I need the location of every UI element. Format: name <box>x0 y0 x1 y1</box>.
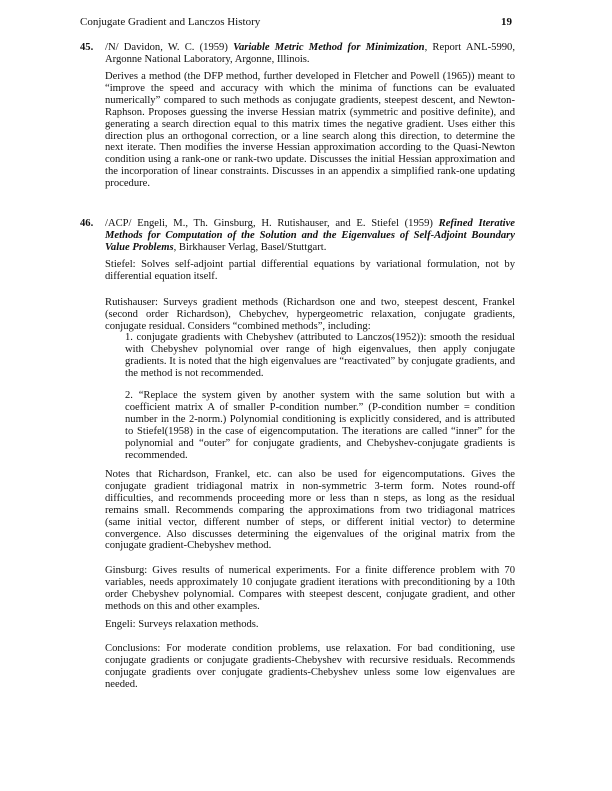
citation-authors: /ACP/ Engeli, M., Th. Ginsburg, H. Rutishauser, and E. Stiefel (1959) <box>105 218 439 229</box>
entry-citation <box>105 42 515 66</box>
citation-title: Variable Metric Method for Minimization <box>233 42 425 53</box>
citation-publisher: , Report ANL-5990, Argonne National Laboratory, Argonne, Illinois. <box>105 42 515 65</box>
entry-abstract: Derives a method (the DFP method, further developed in Fletcher and Powell (1965)) meant to “improve the speed and accuracy with which the minima of functions can be evaluated numerically” compared to such methods as conjugate gradients, steepest descent, and Newton-Raphson. Proposes guessing the inverse Hessian matrix (symmetric and positive definite), and generating a search direction equal to this matrix times the negative gradient. Uses either this direction plus an orthogonal correction, or a line search along this direction, to determine the next iterate. Then modifies the inverse Hessian approximation according to the Quasi-Newton condition using a rank-one or rank-two update. Discusses the initial Hessian approximation and the incorporation of linear constraints. Discusses in an appendix a simplified rank-one updating procedure. <box>105 71 515 190</box>
list-item-1: 1. conjugate gradients with Chebyshev (attributed to Lanczos(1952)): smooth the residual with Chebyshev polynomial over range of high eigenvalues, then apply conjugate gradients. It is noted that the high eigenvalues are “reactivated” by conjugate gradients, and the method is not recommended. <box>125 332 515 379</box>
citation-publisher: , Birkhauser Verlag, Basel/Stuttgart. <box>173 241 327 253</box>
running-header: Conjugate Gradient and Lanczos History <box>80 16 261 28</box>
rutishauser-paragraph: Rutishauser: Surveys gradient methods (Richardson one and two, steepest descent, Frankel (second order Richardson), Chebychev, hypergeometric relaxation, conjugate gradients, conjugate residual. Considers “combined methods”, including: <box>105 297 515 332</box>
conclusions-paragraph: Conclusions: For moderate condition problems, use relaxation. For bad conditioning, use conjugate gradients or conjugate gradients-Chebyshev with recursive residuals. Recommends conjugate gradients over conjugate gradients-Chebyshev unless some low eigenvalues are needed. <box>105 643 515 690</box>
list-item-2: 2. “Replace the system given by another system with the same solution but with a coefficient matrix A of smaller P-condition number.” (P-condition number = condition number in the 2-norm.) Polynomial conditioning is explicitly considered, and is attributed to Stiefel(1958) in the case of eigencomputation. The iterations are called “inner” for the polynomial and “outer” for conjugate gradients, and Chebyshev-conjugate gradients is recommended. <box>125 390 515 461</box>
ginsburg-paragraph: Ginsburg: Gives results of numerical experiments. For a finite difference problem with 70 variables, needs approximately 10 conjugate gradient iterations with preconditioning by a 10th order Chebyshev polynomial. Compares with steepest descent, conjugate gradient, and other methods on this and other examples. <box>105 565 515 612</box>
entry-number: 46. <box>80 218 94 229</box>
stiefel-paragraph: Stiefel: Solves self-adjoint partial differential equations by variational formulation, not by differential equation itself. <box>105 259 515 282</box>
entry-number: 45. <box>80 42 94 53</box>
entry-citation <box>105 218 515 254</box>
page-number: 19 <box>501 16 512 28</box>
citation-authors: /N/ Davidon, W. C. (1959) <box>105 42 234 53</box>
notes-paragraph: Notes that Richardson, Frankel, etc. can also be used for eigencomputations. Gives the conjugate gradient tridiagonal matrix in non-symmetric 3-term form. Notes round-off difficulties, and recommends proceeding more or less than n steps, as long as the residual remains small. Recommends comparing the approximations from two tridiagonal matrices (same initial vector, different number of steps, or different initial vector) to determine convergence. Also discusses determining the eigenvalues of the original matrix from the conjugate gradient-Chebyshev method. <box>105 469 515 552</box>
engeli-paragraph: Engeli: Surveys relaxation methods. <box>105 619 259 630</box>
citation-title: Refined Iterative Methods for Computation of the Solution and the Eigenvalues of Self-Adjoint Boundary Value Problems <box>105 218 515 253</box>
